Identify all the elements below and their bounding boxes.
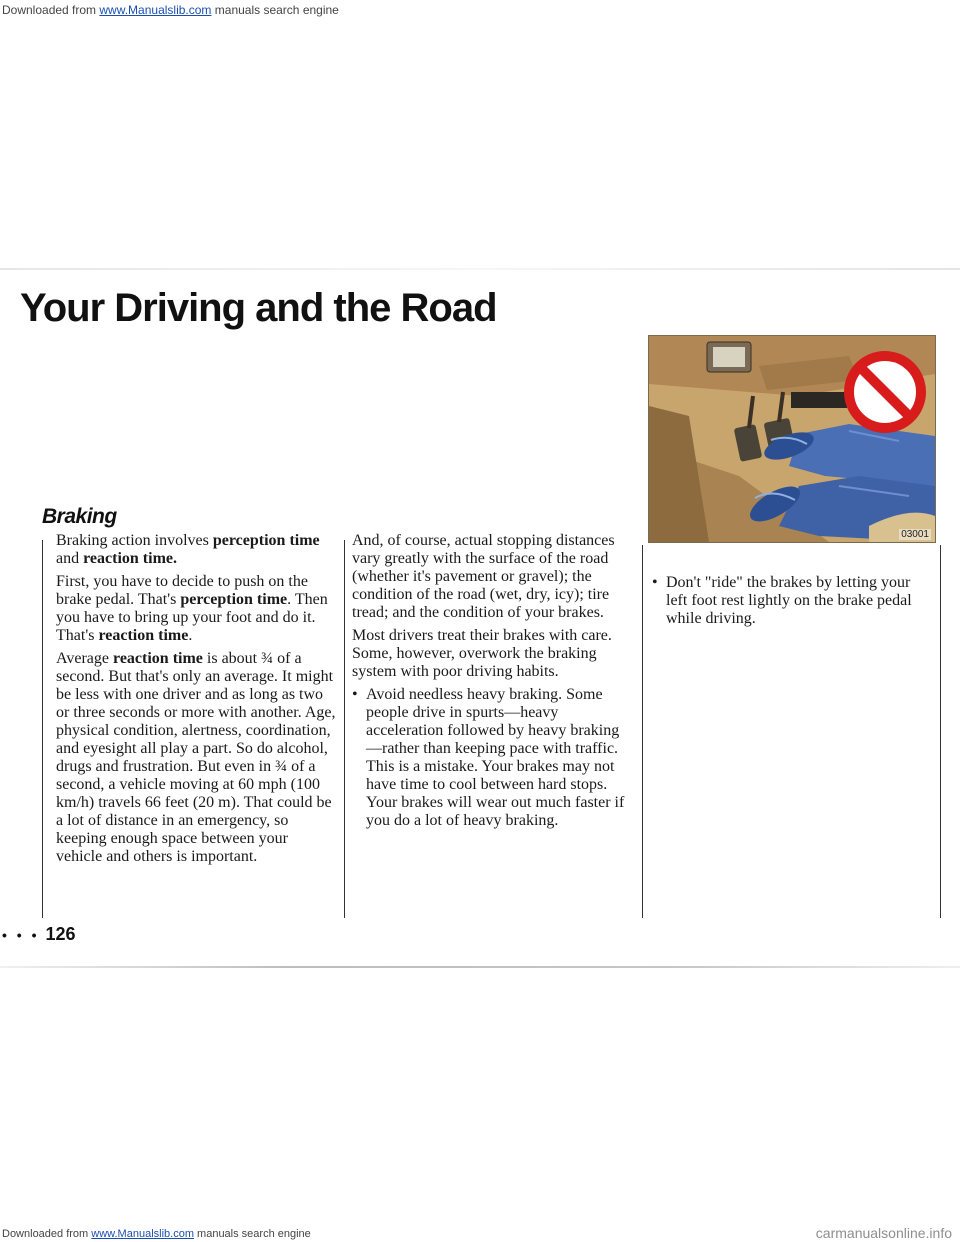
prohibition-icon xyxy=(845,352,925,432)
bottom-divider xyxy=(0,966,960,968)
page-title: Your Driving and the Road xyxy=(20,286,497,330)
watermark: carmanualsonline.info xyxy=(815,1225,952,1241)
illustration-drawing xyxy=(649,336,935,542)
column-rule-3 xyxy=(642,545,643,918)
bullet-avoid-heavy-braking xyxy=(352,686,634,830)
riding-brakes-illustration xyxy=(648,335,936,543)
page-number-dots: • • • xyxy=(2,927,40,943)
banner-prefix: Downloaded from xyxy=(2,3,100,17)
section-heading: Braking xyxy=(42,505,117,528)
page-number-value: 126 xyxy=(45,924,76,944)
top-divider xyxy=(0,268,960,270)
bullet-text: Don't "ride" the brakes by letting your left foot rest lightly on the brake pedal while driving. xyxy=(666,574,912,627)
paragraph-driver-habits: Most drivers treat their brakes with care. Some, however, overwork the braking system with poor driving habits. xyxy=(352,627,612,680)
column-rule-4 xyxy=(940,545,941,918)
bullet-ride-brakes xyxy=(652,574,934,628)
paragraph-intro: Braking action involves perception time and reaction time. xyxy=(56,532,320,567)
bullet-marker: • xyxy=(352,686,358,703)
column-1 xyxy=(56,532,338,871)
paragraph-perception: First, you have to decide to push on the brake pedal. That's perception time. Then you have to bring up your foot and do it. That's reaction time. xyxy=(56,573,328,644)
bullet-text: Avoid needless heavy braking. Some people drive in spurts—heavy acceleration followed by heavy braking—rather than keeping pace with traffic. This is a mistake. Your brakes may not have time to cool between hard stops. Your brakes will wear out much faster if you do a lot of heavy braking. xyxy=(366,686,625,829)
footer-prefix: Downloaded from xyxy=(2,1228,92,1240)
footer-manualslib-link[interactable]: www.Manualslib.com xyxy=(91,1228,194,1240)
manualslib-link[interactable]: www.Manualslib.com xyxy=(99,3,212,17)
paragraph-reaction: Average reaction time is about ¾ of a second. But that's only an average. It might be less with one driver and as long as two or three seconds or more with another. Age, physical condition, alertness, coordination, and eyesight all play a part. So do alcohol, drugs and frustration. But even in ¾ of a second, a vehicle moving at 60 mph (100 km/h) travels 66 feet (20 m). That could be a lot of distance in an emergency, so keeping enough space between your vehicle and others is important. xyxy=(56,650,336,865)
page-number xyxy=(2,924,76,945)
column-2 xyxy=(352,532,634,835)
paragraph-stopping-distance: And, of course, actual stopping distances vary greatly with the surface of the road (whether it's pavement or gravel); the condition of the road (wet, dry, icy); tire tread; and the condition of your brakes. xyxy=(352,532,615,621)
bullet-marker: • xyxy=(652,574,658,591)
column-rule-2 xyxy=(344,540,345,918)
column-3 xyxy=(652,574,934,633)
download-banner xyxy=(0,0,960,20)
column-rule-1 xyxy=(42,540,43,918)
footer-suffix: manuals search engine xyxy=(193,1228,311,1240)
illustration-code: 03001 xyxy=(901,529,929,540)
footer-banner xyxy=(0,1227,311,1242)
banner-suffix: manuals search engine xyxy=(211,3,339,17)
